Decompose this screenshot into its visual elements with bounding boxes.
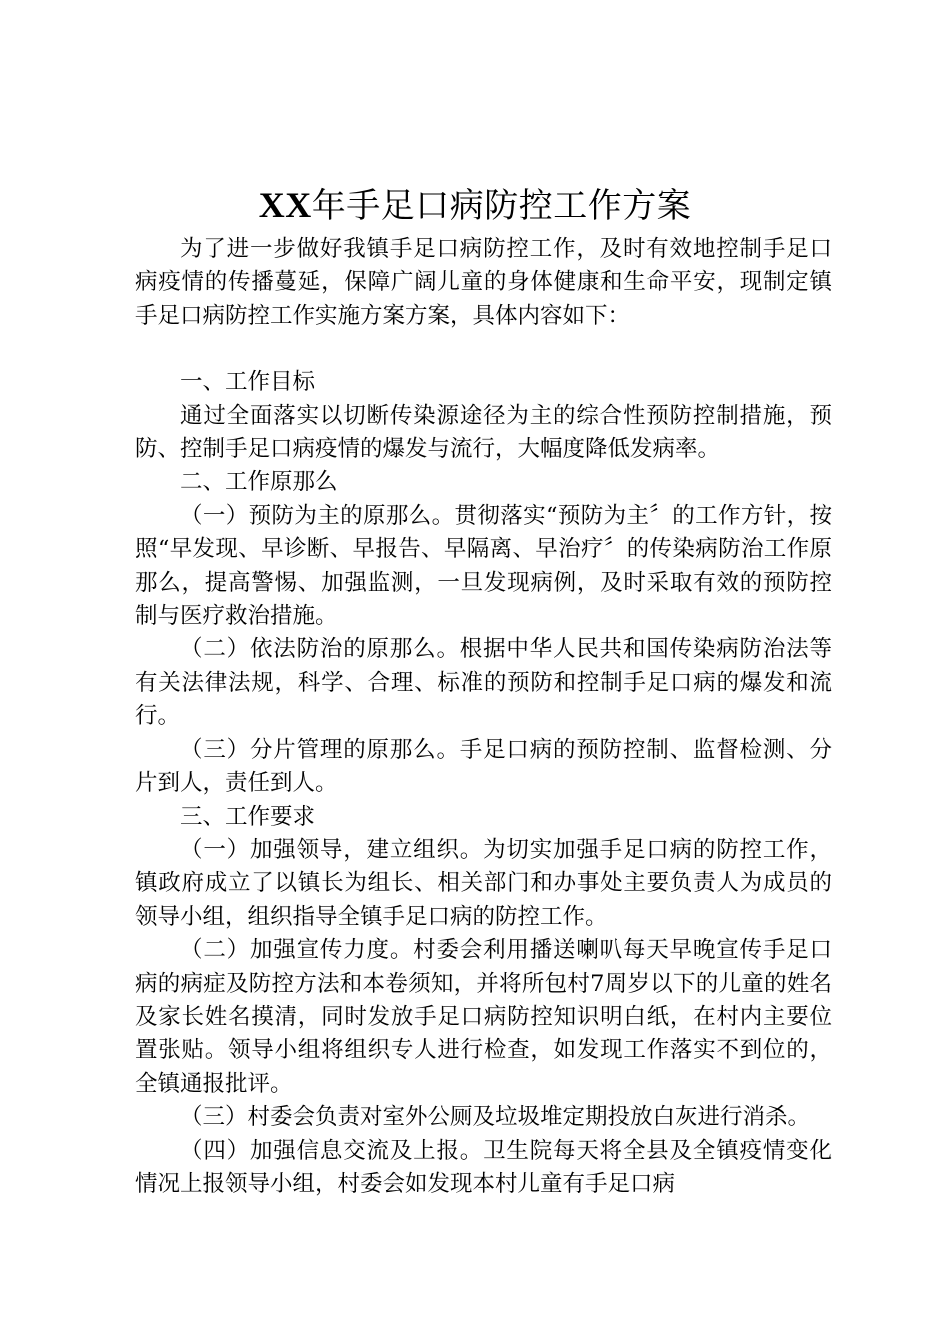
section-heading-goals: 一、工作目标: [180, 369, 316, 396]
document-title: [0, 182, 950, 229]
title-prefix: XX: [258, 185, 312, 225]
document-body: [135, 233, 832, 1201]
principle-zoning-paragraph: （三）分片管理的原那么。手足口病的预防控制、监督检测、分片到人，责任到人。: [135, 736, 832, 797]
requirement-reporting-paragraph: （四）加强信息交流及上报。卫生院每天将全县及全镇疫情变化情况上报领导小组，村委会如发现本村儿童有手足口病: [135, 1137, 832, 1197]
requirement-publicity-paragraph: （二）加强宣传力度。村委会利用播送喇叭每天早晚宣传手足口病的病症及防控方法和本卷须知，并将所包村7周岁以下的儿童的姓名及家长姓名摸清，同时发放手足口病防控知识明白纸，在村内主要位置张贴。领导小组将组织专人进行检查，如发现工作落实不到位的，全镇通报批评。: [135, 937, 832, 1097]
section-heading-requirements: 三、工作要求: [180, 803, 316, 830]
principle-prevention-paragraph: （一）预防为主的原那么。贯彻落实“预防为主〞的工作方针，按照“早发现、早诊断、早报告、早隔离、早治疗〞的传染病防治工作原那么，提高警惕、加强监测，一旦发现病例，及时采取有效的预防控制与医疗救治措施。: [135, 502, 832, 630]
requirement-disinfection-paragraph: （三）村委会负责对室外公厕及垃圾堆定期投放白灰进行消杀。: [180, 1104, 811, 1131]
title-text: 年手足口病防控工作方案: [311, 186, 692, 226]
intro-paragraph: 为了进一步做好我镇手足口病防控工作，及时有效地控制手足口病疫情的传播蔓延，保障广阔儿童的身体健康和生命平安，现制定镇手足口病防控工作实施方案方案，具体内容如下：: [135, 236, 832, 329]
goals-paragraph: 通过全面落实以切断传染源途径为主的综合性预防控制措施，预防、控制手足口病疫情的爆发与流行，大幅度降低发病率。: [135, 402, 832, 463]
requirement-leadership-paragraph: （一）加强领导，建立组织。为切实加强手足口病的防控工作，镇政府成立了以镇长为组长、相关部门和办事处主要负责人为成员的领导小组，组织指导全镇手足口病的防控工作。: [135, 836, 832, 930]
section-heading-principles: 二、工作原那么: [180, 469, 338, 496]
principle-law-paragraph: （二）依法防治的原那么。根据中华人民共和国传染病防治法等有关法律法规，科学、合理、标准的预防和控制手足口病的爆发和流行。: [135, 636, 832, 730]
